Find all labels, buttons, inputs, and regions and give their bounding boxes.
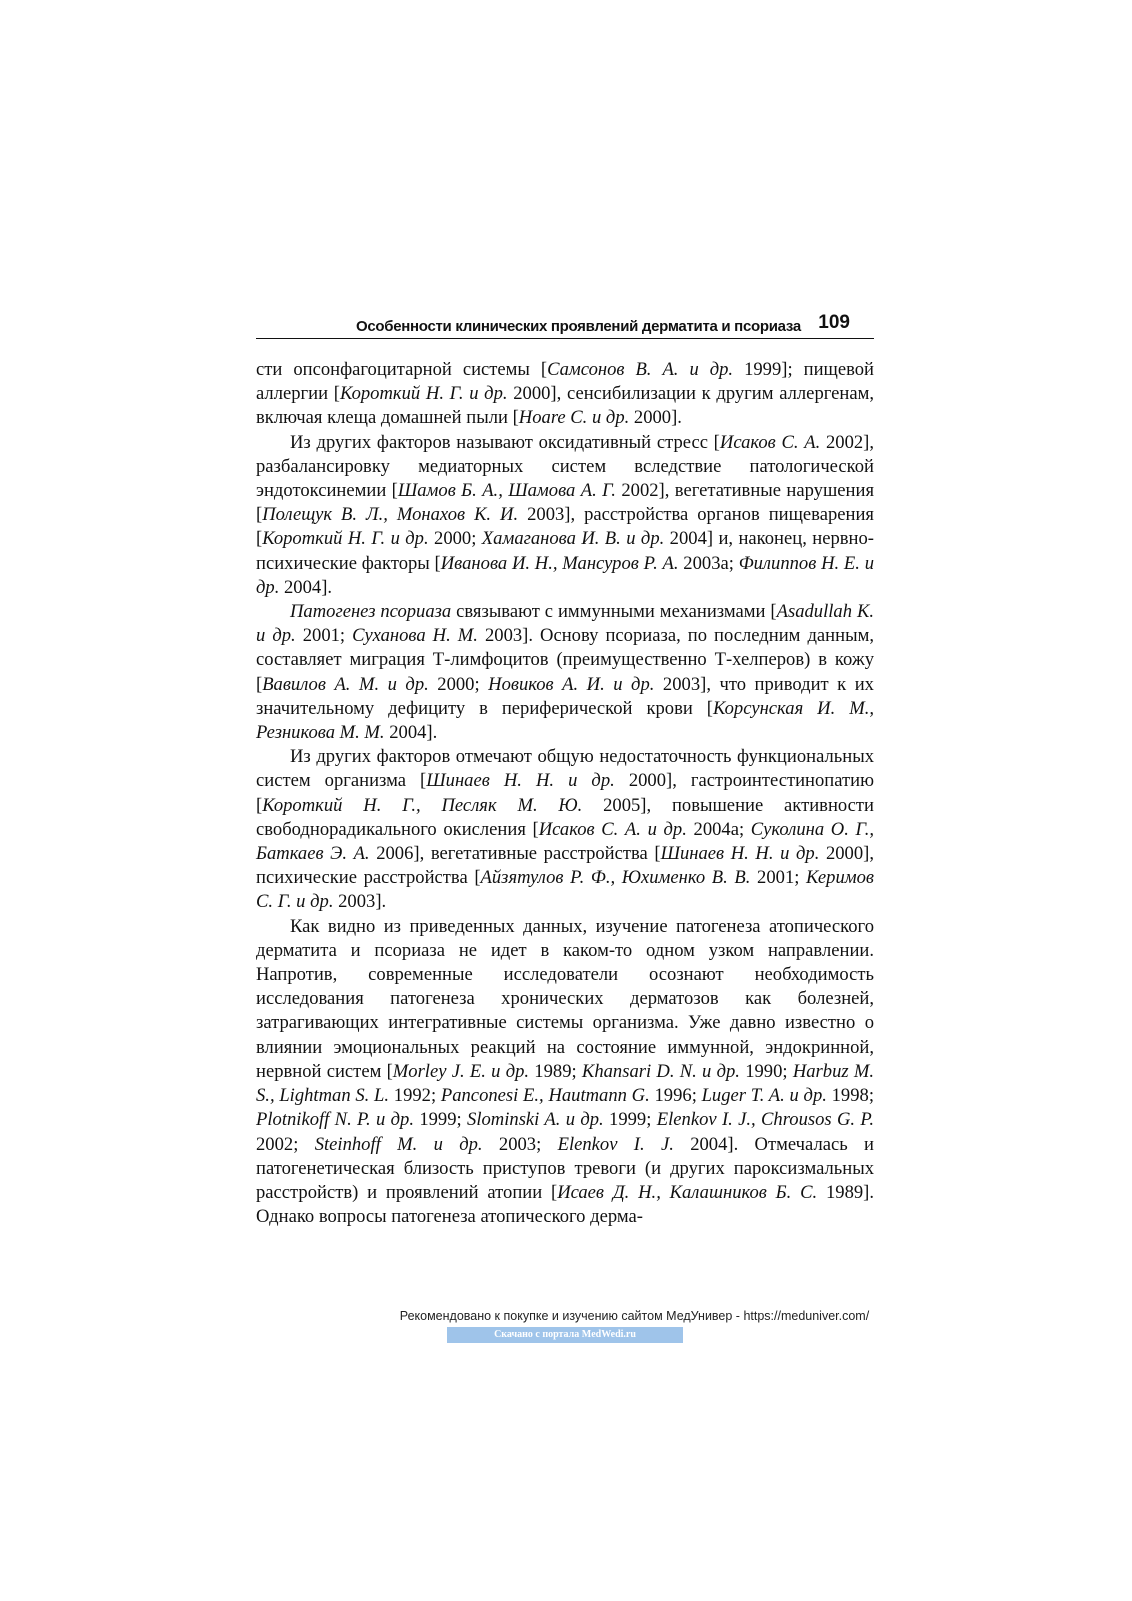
citation-text: Slominski A. и др.: [467, 1109, 604, 1131]
citation-text: Керимов С. Г. и др.: [256, 867, 874, 913]
paragraph-text: 2004] и, наконец, нервно-психические факторы [: [256, 528, 874, 574]
paragraph-text: 1989]. Однако вопросы патогенеза атопического дерма-: [256, 1181, 875, 1228]
citation-text: Айзятулов Р. Ф., Юхименко В. В.: [480, 867, 751, 889]
paragraph-text: 2004а;: [686, 818, 751, 840]
paragraph-text: 2000], сенсибилизации к другим аллергенам, включая клеща домашней пыли [: [256, 383, 874, 429]
citation-text: Исаев Д. Н., Калашников Б. С.: [557, 1181, 818, 1203]
citation-text: Вавилов А. М. и др.: [262, 673, 429, 695]
citation-text: Asadullah K. и др.: [256, 601, 875, 647]
paragraph-text: 2003], расстройства органов пищеварения [: [256, 504, 874, 550]
paragraph-text: 2004]. Отмечалась и патогенетическая близость приступов тревоги (и других пароксизмальных расстройств) и проявлений атопии [: [256, 1133, 874, 1203]
paragraph-text: Из других факторов называют оксидативный стресс [: [290, 431, 720, 453]
citation-text: Khansari D. N. и др.: [581, 1060, 740, 1082]
paragraph-text: 1999;: [414, 1109, 468, 1131]
citation-text: Шамов Б. А., Шамова А. Г.: [397, 480, 616, 502]
citation-text: Новиков А. И. и др.: [488, 673, 655, 695]
paragraph-text: 2000;: [428, 673, 489, 695]
citation-text: Hoare C. и др.: [518, 407, 630, 429]
body-text: [256, 358, 874, 1229]
footer-recommendation: Рекомендовано к покупке и изучению сайтом МедУнивер - https://meduniver.com/: [399, 1309, 870, 1323]
paragraph: [256, 745, 874, 914]
watermark-bar: Скачано с портала MedWedi.ru: [447, 1327, 683, 1343]
citation-text: Филиппов Н. Е. и др.: [256, 552, 874, 598]
paragraph-text: 2000].: [629, 407, 682, 429]
paragraph-text: 2001;: [750, 867, 807, 889]
paragraph-text: 2000], гастроинтестинопатию [: [256, 770, 874, 816]
citation-text: Исаков С. А. и др.: [538, 818, 687, 840]
paragraph-text: 2003а;: [678, 552, 739, 574]
citation-text: Шинаев Н. Н. и др.: [426, 770, 615, 792]
paragraph-text: Как видно из приведенных данных, изучение патогенеза атопического дерматита и псориаза не идет в каком-то одном узком направлении. Напротив, современные исследователи осознают необходимость исследования патогенеза хронических дерматозов как болезней, затрагивающих интегративные системы организма. Уже давно известно о влиянии эмоциональных реакций на состояние иммунной, эндокринной, нервной систем [: [256, 915, 874, 1082]
paragraph-text: Из других факторов отмечают общую недостаточность функциональных систем организма [: [256, 746, 874, 792]
citation-text: Полещук В. Л., Монахов К. И.: [262, 504, 519, 526]
paragraph-text: 2002;: [256, 1133, 315, 1155]
citation-text: Luger T. A. и др.: [701, 1085, 827, 1107]
paragraph-text: 2000], психические расстройства [: [256, 843, 874, 889]
paragraph: [256, 600, 874, 745]
paragraph-text: 2004].: [384, 722, 438, 744]
citation-text: Plotnikoff N. P. и др.: [256, 1109, 414, 1131]
citation-text: Иванова И. Н., Мансуров Р. А.: [440, 552, 679, 574]
running-header-title: Особенности клинических проявлений дерматита и псориаза: [356, 318, 801, 335]
citation-text: Elenkov I. J.: [557, 1133, 674, 1155]
paragraph-text: 1996;: [649, 1085, 702, 1107]
citation-text: Самсонов В. А. и др.: [547, 359, 734, 380]
page-column: [256, 310, 874, 1229]
paragraph-text: 2003], что приводит к их значительному дефициту в периферической крови [: [256, 673, 874, 719]
paragraph: [256, 431, 874, 600]
paragraph-text: 2002], разбалансировку медиаторных систем вследствие патологической эндотоксинемии [: [256, 431, 874, 502]
paragraph-text: 2003;: [482, 1133, 558, 1155]
paragraph-text: 1989;: [529, 1060, 582, 1082]
paragraph-text: 2006], вегетативные расстройства [: [369, 843, 661, 865]
paragraph-text: 2003]. Основу псориаза, по последним данным, составляет миграция Т-лимфоцитов (преимущественно Т-хелперов) в кожу [: [256, 625, 874, 695]
running-header: [256, 310, 874, 339]
page-number: 109: [818, 312, 850, 333]
paragraph-text: 1999]; пищевой аллергии [: [256, 359, 874, 405]
citation-text: Morley J. E. и др.: [392, 1060, 530, 1082]
paragraph-text: 2005], повышение активности свободнорадикального окисления [: [256, 794, 874, 840]
citation-text: Panconesi E., Hautmann G.: [440, 1085, 650, 1107]
paragraph-text: 2003].: [333, 891, 387, 913]
paragraph-text: 1998;: [826, 1085, 874, 1107]
paragraph-text: сти опсонфагоцитарной системы [: [256, 359, 548, 380]
citation-text: Короткий Н. Г., Песляк М. Ю.: [262, 794, 583, 816]
citation-text: Короткий Н. Г. и др.: [262, 528, 429, 550]
citation-text: Короткий Н. Г. и др.: [339, 383, 508, 405]
paragraph-text: 2002], вегетативные нарушения [: [256, 480, 874, 526]
paragraph-text: связывают с иммунными механизмами [: [451, 601, 777, 623]
citation-text: Суколина О. Г., Баткаев Э. А.: [256, 818, 875, 865]
paragraph: [256, 915, 874, 1230]
citation-text: Суханова Н. М.: [352, 625, 478, 647]
citation-text: Корсунская И. М., Резникова М. М.: [256, 697, 874, 744]
paragraph-text: 2000;: [428, 528, 482, 550]
citation-text: Хамаганова И. В. и др.: [481, 528, 665, 550]
paragraph-text: 1992;: [389, 1085, 441, 1107]
citation-text: Патогенез псориаза: [290, 601, 452, 623]
citation-text: Steinhoff M. и др.: [314, 1133, 483, 1155]
paragraph-text: 1999;: [603, 1109, 657, 1131]
paragraph-text: 1990;: [739, 1060, 793, 1082]
citation-text: Исаков С. А.: [719, 431, 821, 453]
citation-text: Шинаев Н. Н. и др.: [660, 843, 820, 865]
paragraph: [256, 358, 874, 431]
citation-text: Elenkov I. J., Chrousos G. P.: [656, 1109, 875, 1131]
citation-text: Harbuz M. S., Lightman S. L.: [256, 1060, 875, 1107]
paragraph-text: 2001;: [295, 625, 353, 647]
paragraph-text: 2004].: [279, 576, 333, 598]
